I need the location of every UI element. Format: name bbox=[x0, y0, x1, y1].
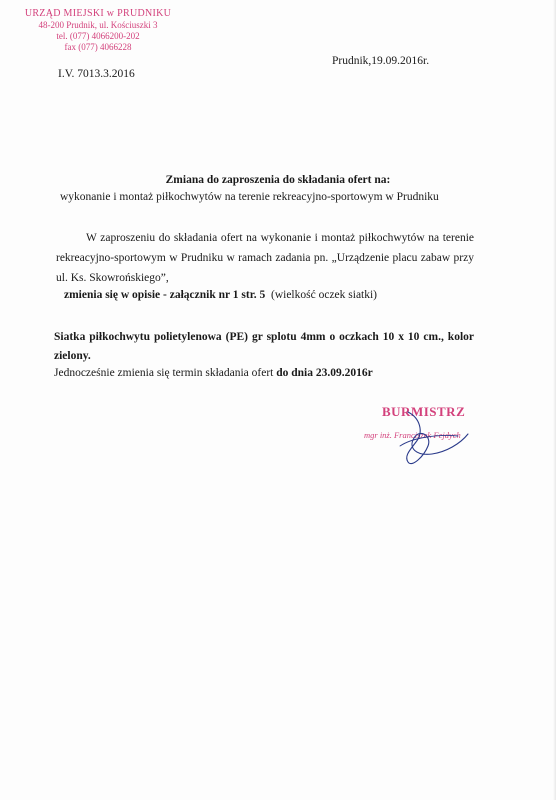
subject-title: Zmiana do zaproszenia do składania ofert na: bbox=[165, 174, 391, 186]
paragraph-deadline bbox=[54, 367, 373, 379]
stamp-title: URZĄD MIEJSKI w PRUDNIKU bbox=[24, 8, 172, 19]
reference-number: I.V. 7013.3.2016 bbox=[58, 68, 135, 80]
stamp-address: 48-200 Prudnik, ul. Kościuszki 3 bbox=[38, 20, 158, 30]
change-bold: zmienia się w opisie - załącznik nr 1 str. 5 bbox=[64, 289, 266, 301]
handwritten-signature-icon bbox=[350, 398, 510, 478]
stamp-tel: tel. (077) 4066200-202 bbox=[56, 31, 140, 41]
stamp-fax: fax (077) 4066228 bbox=[64, 42, 132, 52]
place-date: Prudnik,19.09.2016r. bbox=[332, 55, 430, 67]
subject-description: wykonanie i montaż piłkochwytów na terenie rekreacyjno-sportowym w Prudniku bbox=[60, 191, 439, 203]
deadline-date: do dnia 23.09.2016r bbox=[276, 367, 373, 379]
change-line bbox=[64, 289, 377, 301]
change-note: (wielkość oczek siatki) bbox=[271, 289, 378, 301]
paragraph-intro-text: W zaproszeniu do składania ofert na wykonanie i montaż piłkochwytów na terenie rekreacyjno-sportowym w Prudniku w ramach zadania pn. „Urządzenie placu zabaw przy ul. Ks. Skowrońskiego”, bbox=[56, 232, 474, 284]
signature-name: mgr inż. Franciszek Fejdych bbox=[364, 430, 461, 440]
deadline-text: Jednocześnie zmienia się termin składania ofert bbox=[54, 367, 277, 379]
paragraph-intro bbox=[56, 228, 474, 288]
signature-title: BURMISTRZ bbox=[382, 404, 466, 419]
paragraph-net-spec: Siatka piłkochwytu polietylenowa (PE) gr splotu 4mm o oczkach 10 x 10 cm., kolor zielony. bbox=[54, 331, 474, 362]
signature-block bbox=[350, 398, 510, 478]
office-stamp bbox=[8, 8, 188, 53]
